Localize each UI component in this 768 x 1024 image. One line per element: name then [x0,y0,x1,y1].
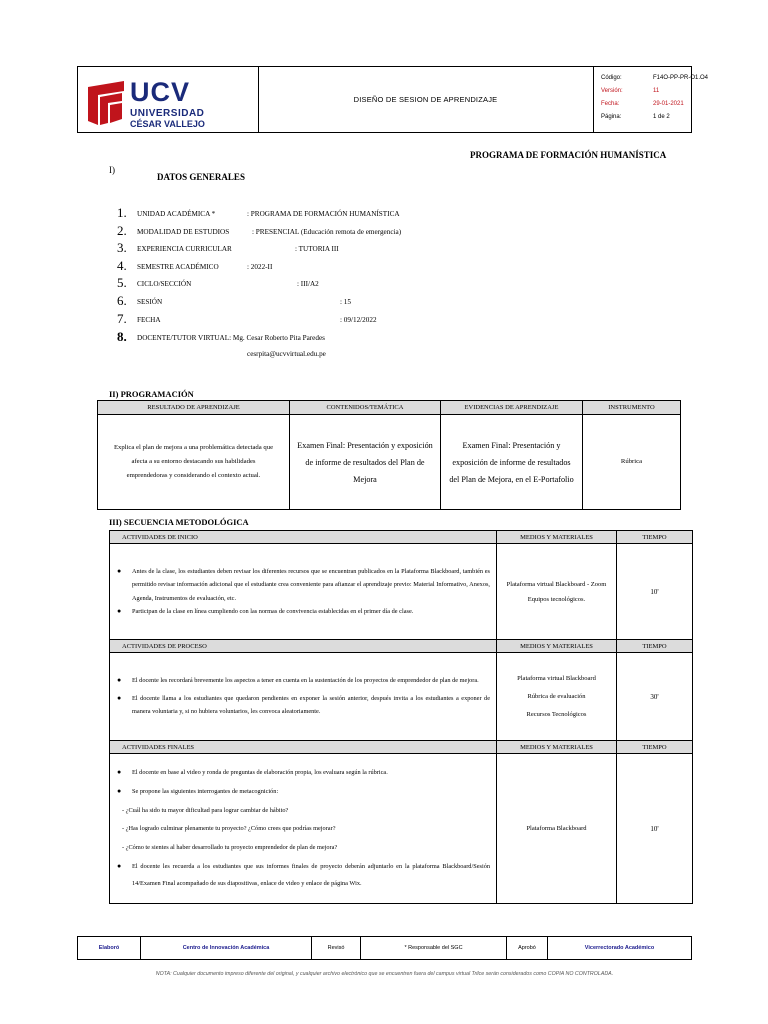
medios-item: Plataforma virtual Blackboard [517,674,596,682]
activity-header-row [110,531,693,544]
datos-label: SEMESTRE ACADÉMICO [137,263,219,271]
meta-value: 1 de 2 [653,114,670,120]
datos-value: : 15 [340,298,351,306]
table-cell [98,415,290,510]
table-cell [290,415,441,510]
activity-row [110,544,693,640]
logo-text-sub1: UNIVERSIDAD [130,108,205,119]
footer-cell: Revisó [312,937,361,960]
activity-row [110,754,693,904]
instrumento-text: Rúbrica [620,458,643,465]
activity-content [110,544,497,640]
secuencia-title: III) SECUENCIA METODOLÓGICA [109,517,249,527]
datos-num: 8. [117,329,127,344]
document-header [77,66,709,133]
activity-item: ● Participan de la clase en línea cumpliendo con las normas de convivencia establecidas en el primer día de clase. [110,605,496,619]
activity-header: ACTIVIDADES DE PROCESO [110,640,497,653]
medios-cell [497,754,617,904]
activity-content [110,754,497,904]
datos-value: : PRESENCIAL (Educación remota de emergencia) [252,228,402,236]
logo-cell [78,67,259,132]
programacion-table [97,400,681,510]
footer-note: NOTA: Cualquier documento impreso diferente del original, y cualquier archivo electrónico que se encuentren fuera del campus virtual Trilce serán considerados como COPIA NO CONTROLADA. [155,971,614,977]
activity-item: ● El docente en base al video y ronda de preguntas de elaboración propia, los evaluara según la rúbrica. [110,765,496,781]
secuencia-table [109,530,693,904]
meta-key: Fecha: [601,101,620,107]
datos-num: 3. [117,240,127,255]
datos-num: 4. [117,258,127,273]
ucv-logo-icon [86,81,126,125]
activity-item: ● El docente les recuerda a los estudiantes que sus informes finales de proyecto deberán adjuntarlo en la plataforma Blackboard/Sesión 14/Examen Final acompañado de sus diapositivas, enlace de video y enlace de página Wix. [110,858,496,892]
table-header: RESULTADO DE APRENDIZAJE [98,401,290,415]
medios-item: Equipos tecnológicos. [527,595,586,603]
resultado-text: Explica el plan de mejora a una problemática detectada que afecta a su entorno destacando sus habilidades emprendedoras y considerando el contexto actual. [113,444,274,479]
table-header: EVIDENCIAS DE APRENDIZAJE [441,401,583,415]
section-title: DATOS GENERALES [157,172,245,182]
table-cell [441,415,583,510]
medios-header: MEDIOS Y MATERIALES [497,640,617,653]
medios-header: MEDIOS Y MATERIALES [497,741,617,754]
tiempo-cell: 30' [617,653,693,741]
activity-row [110,653,693,741]
meta-key: Código: [601,75,622,81]
table-header: CONTENIDOS/TEMÁTICA [290,401,441,415]
datos-label: FECHA [137,316,161,324]
programacion-title: II) PROGRAMACIÓN [109,389,194,399]
meta-value: F14O-PP-PR-O1.O4 [653,75,709,81]
question-item: - ¿Has logrado culminar plenamente tu proyecto? ¿Cómo crees que podrías mejorar? [122,825,336,833]
tiempo-header: TIEMPO [617,531,693,544]
medios-item: Plataforma Blackboard [526,825,587,832]
program-title: PROGRAMA DE FORMACIÓN HUMANÍSTICA [470,150,667,160]
medios-item: Recursos Tecnológicos [526,710,587,718]
question-item: - ¿Cuál ha sido tu mayor dificultad para lograr cambiar de hábito? [122,806,289,814]
datos-label: SESIÓN [137,298,163,306]
datos-label: CICLO/SECCIÓN [137,280,192,288]
datos-label: DOCENTE/TUTOR VIRTUAL: Mg. Cesar Roberto Pita Paredes [137,334,325,342]
footer-cell: Centro de Innovación Académica [141,937,312,960]
tiempo-cell: 10' [617,754,693,904]
activity-item: ● El docente llama a los estudiantes que quedaron pendientes en exponer la sesión anterior, después invita a los estudiantes a exponer de manera voluntaria y, si no hubiera voluntarios, les convoca aleatoriamente. [110,692,496,719]
datos-value: : 2022-II [247,263,273,271]
meta-value: 29-01-2021 [653,101,684,107]
datos-value: : III/A2 [297,280,319,288]
teacher-email[interactable]: cesrpita@ucvvirtual.edu.pe [247,350,326,358]
document-title: DISEÑO DE SESION DE APRENDIZAJE [258,67,594,132]
activity-item: ● Se propone las siguientes interrogantes de metacognición: [110,784,496,800]
activity-header: ACTIVIDADES FINALES [110,741,497,754]
medios-item: Rúbrica de evaluación [527,692,586,700]
logo-text-main: UCV [130,77,191,107]
tiempo-header: TIEMPO [617,640,693,653]
table-header: INSTRUMENTO [583,401,681,415]
footer-cell: * Responsable del SGC [361,937,507,960]
activity-item: ● El docente les recordará brevemente los aspectos a tener en cuenta en la sustentación de los proyectos de emprendedor de plan de mejora. [110,674,496,688]
table-cell [583,415,681,510]
datos-num: 7. [117,311,127,326]
contenido-text: Examen Final: Presentación y exposición de informe de resultados del Plan de Mejora [297,440,433,484]
datos-label: MODALIDAD DE ESTUDIOS [137,228,230,236]
approval-table [77,936,692,960]
meta-key: Versión: [601,88,623,94]
activity-header: ACTIVIDADES DE INICIO [110,531,497,544]
activity-content [110,653,497,741]
datos-label: UNIDAD ACADÉMICA * [137,210,216,218]
question-item: - ¿Cómo te sientes al haber desarrollado tu proyecto emprendedor de plan de mejora? [122,843,338,851]
footer-cell: Aprobó [507,937,548,960]
datos-label: EXPERIENCIA CURRICULAR [137,245,232,253]
datos-value: : PROGRAMA DE FORMACIÓN HUMANÍSTICA [247,210,400,218]
datos-num: 6. [117,293,127,308]
medios-cell [497,653,617,741]
footer-cell: Elaboró [78,937,141,960]
meta-key: Página: [601,114,622,120]
datos-num: 5. [117,275,127,290]
datos-value: : TUTORIA III [295,245,339,253]
footer-cell: Vicerrectorado Académico [548,937,692,960]
activity-header-row [110,640,693,653]
medios-item: Plataforma virtual Blackboard - Zoom [506,580,607,588]
tiempo-cell: 10' [617,544,693,640]
logo-text-sub2: CÉSAR VALLEJO [130,119,205,129]
tiempo-header: TIEMPO [617,741,693,754]
activity-header-row [110,741,693,754]
section-number: I) [109,165,115,175]
datos-value: : 09/12/2022 [340,316,377,324]
document-meta [593,67,709,132]
datos-num: 2. [117,223,127,238]
activity-item: ● Antes de la clase, los estudiantes deben revisar los diferentes recursos que se encuentran publicados en la Plataforma Blackboard, también es permitido revisar información adicional que el estudiante crea conveniente para afianzar el aprendizaje previo: Material Informativo, Anexos, Agenda, Instrumentos de evaluación, etc. [110,565,496,606]
meta-value: 11 [653,88,660,94]
medios-cell [497,544,617,640]
evidencia-text: Examen Final: Presentación y exposición de informe de resultados del Plan de Mejora, en el E-Portafolio [449,440,574,484]
datos-num: 1. [117,205,127,220]
medios-header: MEDIOS Y MATERIALES [497,531,617,544]
